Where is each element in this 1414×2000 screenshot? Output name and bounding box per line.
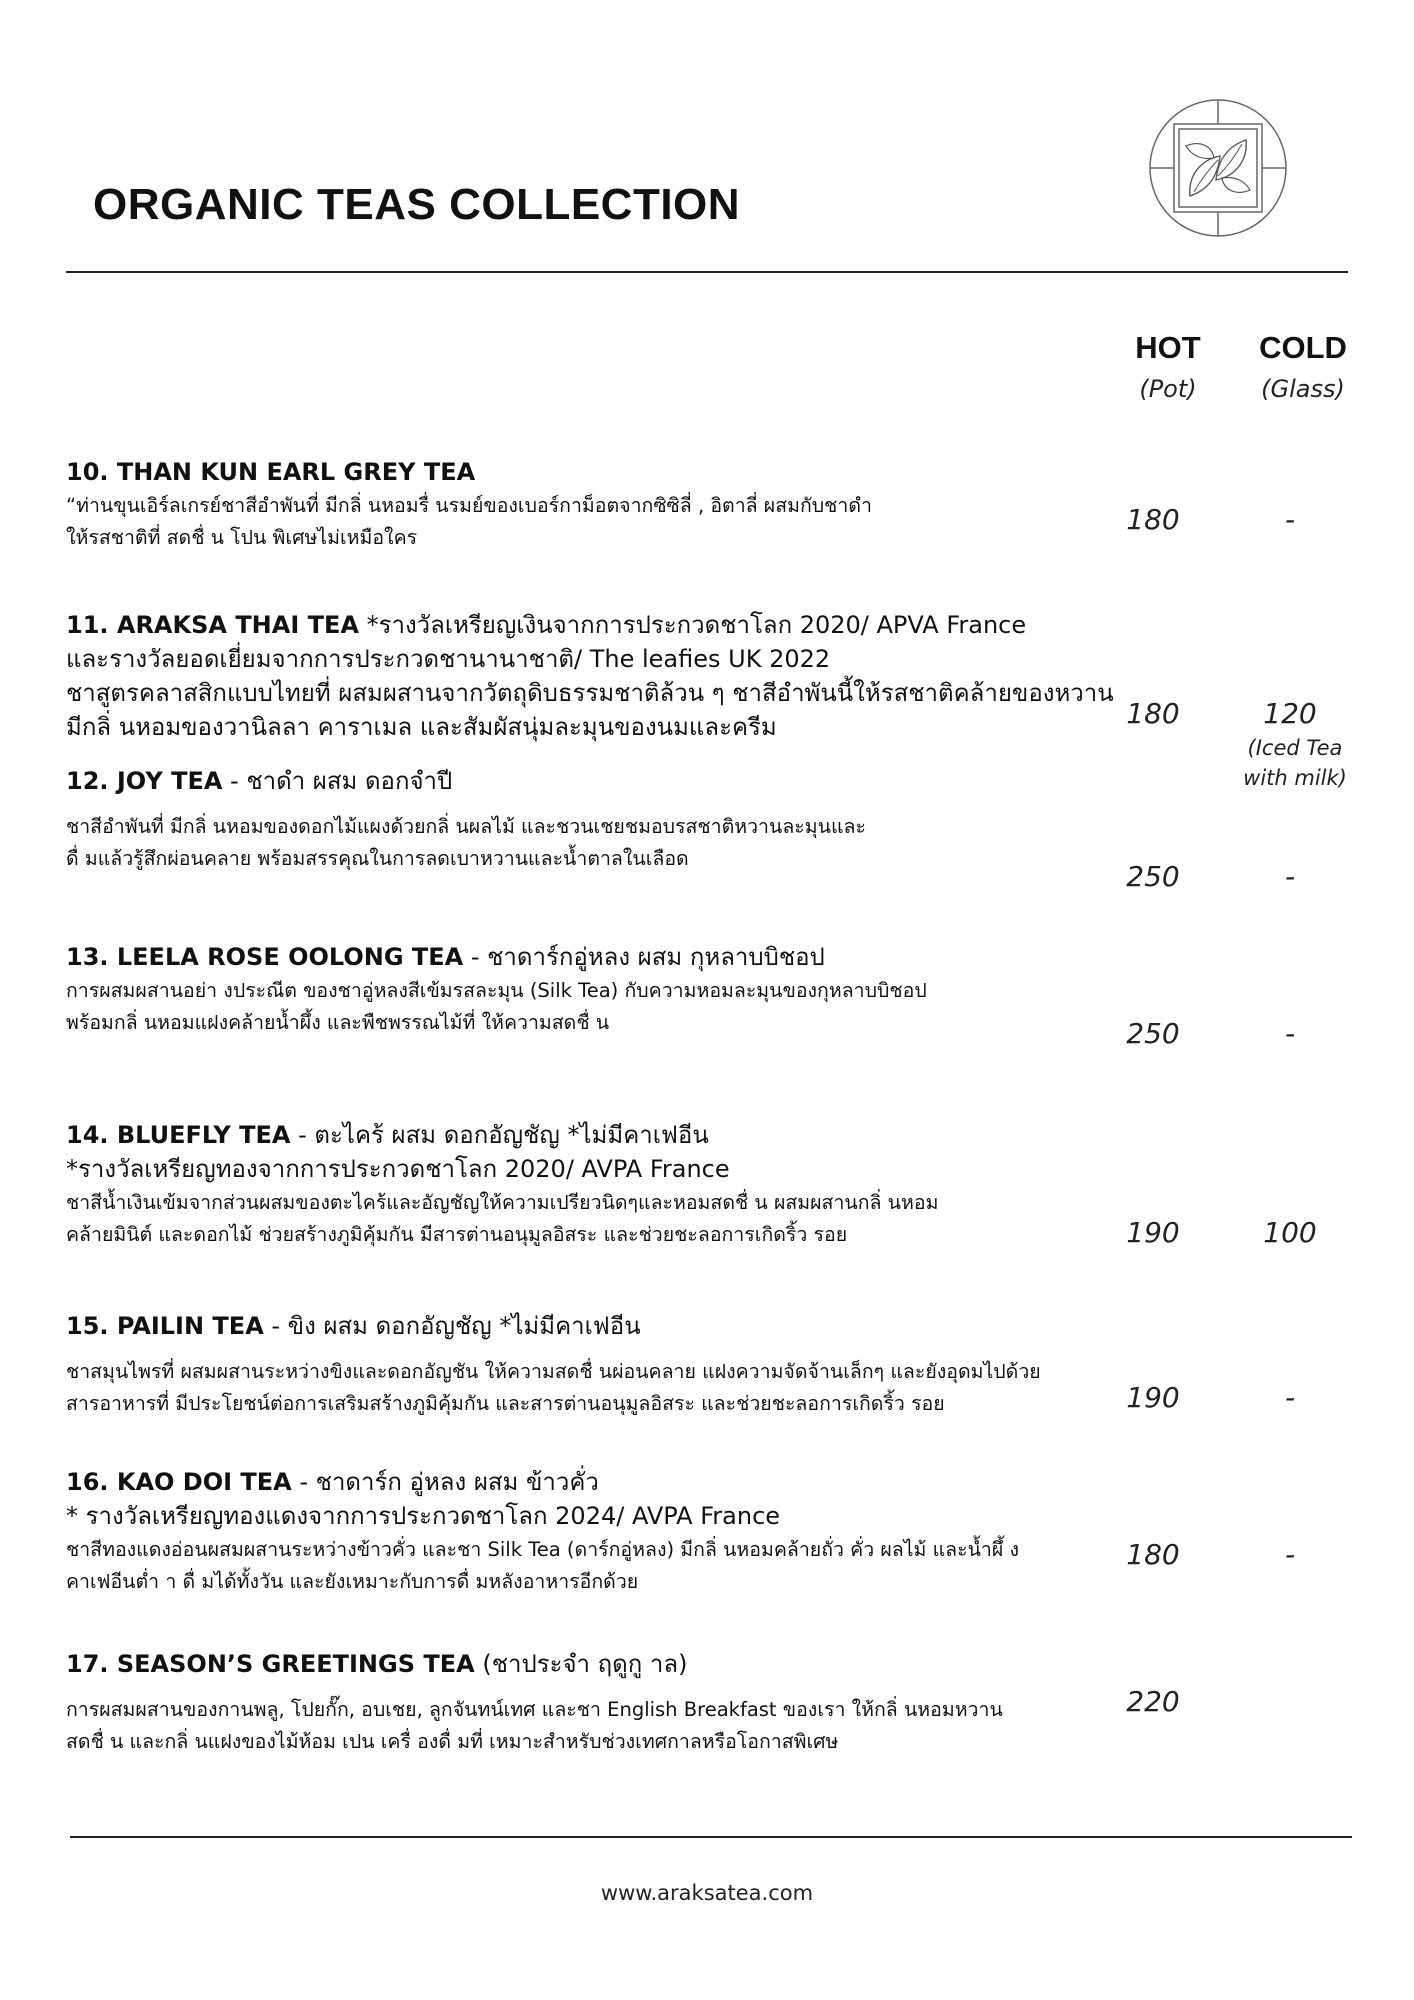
item-description-line: “ท่านขุนเอิร์ลเกรย์ชาสีอำพันที่ มีกลิ่ นหอมรื่ นรมย์ของเบอร์กาม็อตจากซิซิลี่ , อิตาลี่ ผสมกับชาดำ bbox=[66, 494, 872, 517]
item-description-line: การผสมผสานของกานพลู, โปยกั๊ก, อบเชย, ลูกจันทน์เทศ และชา English Breakfast ของเรา ให้กลิ่ นหอมหวาน bbox=[66, 1698, 1003, 1721]
hot-price: 190 bbox=[1126, 1216, 1180, 1249]
item-description-line: คาเฟอีนต่ำ า ดื่ มได้ทั้งวัน และยังเหมาะกับการดื่ มหลังอาหารอีกด้วย bbox=[66, 1570, 639, 1593]
item-name: 12. JOY TEA bbox=[66, 767, 223, 795]
cold-price: - bbox=[1284, 503, 1296, 536]
cold-price: - bbox=[1284, 860, 1296, 893]
item-suffix: - ชาดำ ผสม ดอกจำปี bbox=[222, 767, 453, 795]
item-title bbox=[66, 1309, 1146, 1343]
item-description-line: ชาสูตรคลาสสิกแบบไทยที่ ผสมผสานจากวัตถุดิบธรรมชาติล้วน ๆ ชาสีอำพันนี้ให้รสชาติคล้ายของหวาน bbox=[66, 679, 1114, 707]
cold-price: - bbox=[1284, 1381, 1296, 1414]
item-description-line: พร้อมกลิ่ นหอมแฝงคล้ายน้ำผึ้ง และพืชพรรณไม้ที่ ให้ความสดชื่ น bbox=[66, 1011, 610, 1034]
hot-price: 220 bbox=[1126, 1685, 1180, 1718]
menu-item-kao-doi-tea bbox=[66, 1465, 1146, 1597]
item-name: 17. SEASON’S GREETINGS TEA bbox=[66, 1650, 475, 1678]
item-title bbox=[66, 608, 1146, 642]
item-description-line: ชาสีอำพันที่ มีกลิ่ นหอมของดอกไม้แผงด้วยกลิ่ นผลไม้ และชวนเชยชมอบรสชาติหวานละมุนและ bbox=[66, 815, 866, 838]
item-title bbox=[66, 764, 1146, 798]
item-award-line: * รางวัลเหรียญทองแดงจากการประกวดชาโลก 2024/ AVPA France bbox=[66, 1502, 781, 1530]
item-name: 16. KAO DOI TEA bbox=[66, 1468, 292, 1496]
item-name: 15. PAILIN TEA bbox=[66, 1312, 264, 1340]
menu-item-pailin-tea bbox=[66, 1309, 1146, 1419]
item-title bbox=[66, 940, 1146, 974]
item-description-line: คล้ายมินิต์ และดอกไม้ ช่วยสร้างภูมิคุ้มกัน มีสารต่านอนุมูลอิสระ และช่วยชะลอการเกิดริ้ว รอย bbox=[66, 1223, 848, 1246]
item-suffix: - ชาดาร์กอู่หลง ผสม กุหลาบบิชอป bbox=[463, 943, 825, 971]
hot-column-subheader: (Pot) bbox=[1139, 375, 1197, 403]
cold-price: 100 bbox=[1263, 1216, 1317, 1249]
bottom-divider bbox=[70, 1836, 1352, 1838]
page-title: ORGANIC TEAS COLLECTION bbox=[93, 180, 741, 229]
item-description-line: สารอาหารที่ มีประโยชน์ต่อการเสริมสร้างภูมิคุ้มกัน และสารต่านอนุมูลอิสระ และช่วยชะลอการเกิดริ้ว รอย bbox=[66, 1392, 945, 1415]
item-suffix: - ขิง ผสม ดอกอัญชัญ *ไม่มีคาเฟอีน bbox=[263, 1312, 641, 1340]
menu-item-araksa-thai-tea bbox=[66, 608, 1146, 744]
tea-leaf-emblem-icon bbox=[1148, 98, 1288, 238]
note-line: (Iced Tea bbox=[1247, 736, 1343, 760]
menu-item-leela-rose-oolong bbox=[66, 940, 1146, 1038]
item-description-line: ชาสีน้ำเงินเข้มจากส่วนผสมของตะไคร้และอัญชัญให้ความเปรียวนิดๆและหอมสดชื่ น ผสมผสานกลิ่ นหอม bbox=[66, 1191, 939, 1214]
hot-price: 180 bbox=[1126, 503, 1180, 536]
item-award-line: และรางวัลยอดเยี่ยมจากการประกวดชานานาชาติ/ The leafies UK 2022 bbox=[66, 645, 831, 673]
item-suffix: (ชาประจำ ฤดูกู าล) bbox=[474, 1650, 688, 1678]
item-title bbox=[66, 1647, 1146, 1681]
hot-column-header: HOT bbox=[1135, 330, 1201, 365]
menu-item-than-kun-earl-grey bbox=[66, 455, 1146, 553]
cold-price: - bbox=[1284, 1538, 1296, 1571]
item-description-line: ชาสีทองแดงอ่อนผสมผสานระหว่างข้าวคั่ว และชา Silk Tea (ดาร์กอู่หลง) มีกลิ่ นหอมคล้ายถั่ว คั่ว ผลไม้ และน้ำผึ้ ง bbox=[66, 1538, 1020, 1561]
item-title bbox=[66, 455, 1146, 489]
cold-column-subheader: (Glass) bbox=[1261, 375, 1345, 403]
item-description-line: การผสมผสานอย่า งประณีต ของชาอู่หลงสีเข้มรสละมุน (Silk Tea) กับความหอมละมุนของกุหลาบบิชอป bbox=[66, 979, 927, 1002]
menu-item-seasons-greetings bbox=[66, 1647, 1146, 1757]
top-divider bbox=[66, 271, 1348, 273]
item-name: 10. THAN KUN EARL GREY TEA bbox=[66, 458, 476, 486]
item-description-line: ชาสมุนไพรที่ ผสมผสานระหว่างขิงและดอกอัญชัน ให้ความสดชื่ นผ่อนคลาย แฝงความจัดจ้านเล็กๆ และยังอุดมไปด้วย bbox=[66, 1360, 1041, 1383]
cold-price: 120 bbox=[1263, 697, 1317, 730]
item-title bbox=[66, 1465, 1146, 1499]
hot-price: 190 bbox=[1126, 1381, 1180, 1414]
website-url[interactable]: www.araksatea.com bbox=[600, 1881, 814, 1905]
item-name: 14. BLUEFLY TEA bbox=[66, 1121, 291, 1149]
item-title bbox=[66, 1118, 1146, 1152]
cold-price-note bbox=[1225, 733, 1365, 793]
cold-column-header: COLD bbox=[1259, 330, 1347, 365]
item-description-line: ดื่ มแล้วรู้สึกผ่อนคลาย พร้อมสรรคุณในการลดเบาหวานและน้ำตาลในเลือด bbox=[66, 847, 689, 870]
item-description-line: ให้รสชาติที่ สดชื่ น โปน พิเศษไม่เหมือใคร bbox=[66, 526, 418, 549]
cold-price: - bbox=[1284, 1017, 1296, 1050]
hot-price: 250 bbox=[1126, 1017, 1180, 1050]
item-award-line: *รางวัลเหรียญทองจากการประกวดชาโลก 2020/ AVPA France bbox=[66, 1155, 730, 1183]
hot-price: 180 bbox=[1126, 1538, 1180, 1571]
item-description-line: สดชื่ น และกลิ่ นแฝงของไม้ห้อม เปน เครื่ องดื่ มที่ เหมาะสำหรับช่วงเทศกาลหรือโอกาสพิเศษ bbox=[66, 1730, 839, 1753]
item-description-line: มีกลิ่ นหอมของวานิลลา คาราเมล และสัมผัสนุ่มละมุนของนมและครีม bbox=[66, 713, 777, 741]
note-line: with milk) bbox=[1243, 766, 1347, 790]
menu-item-joy-tea bbox=[66, 764, 1146, 874]
item-suffix: *รางวัลเหรียญเงินจากการประกวดชาโลก 2020/ APVA France bbox=[358, 611, 1027, 639]
item-suffix: - ชาดาร์ก อู่หลง ผสม ข้าวคั่ว bbox=[291, 1468, 599, 1496]
menu-item-bluefly-tea bbox=[66, 1118, 1146, 1250]
item-name: 13. LEELA ROSE OOLONG TEA bbox=[66, 943, 464, 971]
hot-price: 250 bbox=[1126, 860, 1180, 893]
item-suffix: - ตะไคร้ ผสม ดอกอัญชัญ *ไม่มีคาเฟอีน bbox=[290, 1121, 709, 1149]
hot-price: 180 bbox=[1126, 697, 1180, 730]
item-name: 11. ARAKSA THAI TEA bbox=[66, 611, 359, 639]
